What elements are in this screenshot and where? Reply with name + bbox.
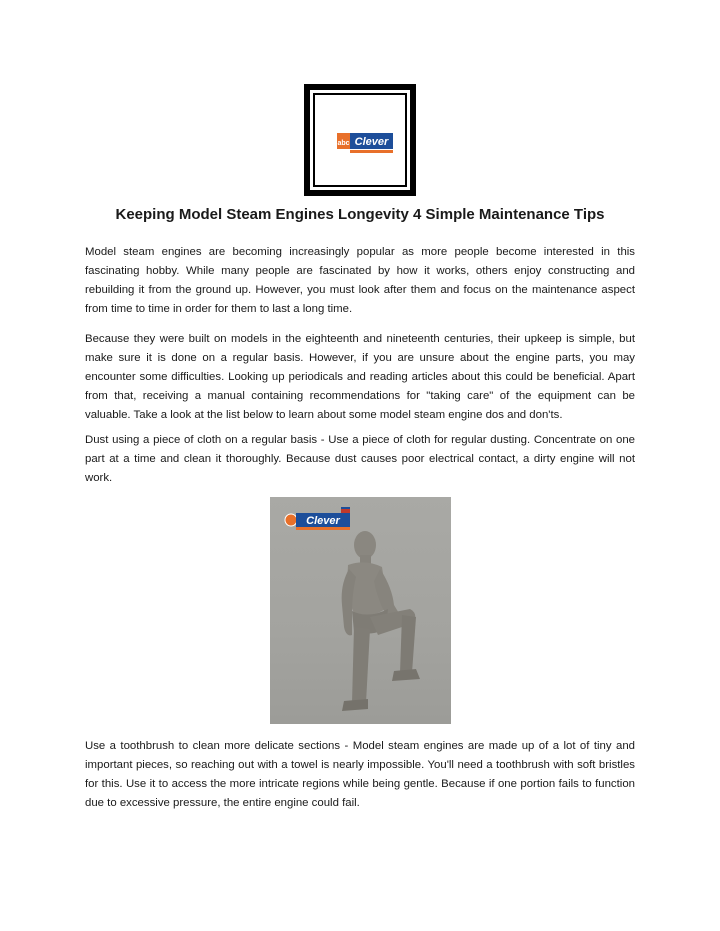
photo-logo <box>285 507 350 530</box>
logo-frame <box>304 84 416 196</box>
photo-logo-text: Clever <box>306 515 340 527</box>
paragraph-toothbrush: Use a toothbrush to clean more delicate sections - Model steam engines are made up of a lot of tiny and important pieces, so reaching out with a towel is nearly impossible. You'll need a toothbrush with soft bristles for this. Use it to access the more intricate regions while being gentle. Because if one portion fails to function due to excessive pressure, the entire engine could fail. <box>85 740 635 809</box>
statue-figure <box>342 531 420 711</box>
clever-logo <box>337 132 393 156</box>
logo-brand-text: Clever <box>354 136 389 148</box>
page-title: Keeping Model Steam Engines Longevity 4 Simple Maintenance Tips <box>115 206 605 223</box>
figure-illustration <box>270 497 451 724</box>
paragraph-dusting: Dust using a piece of cloth on a regular basis - Use a piece of cloth for regular dusting. Concentrate on one part at a time and clean it thoroughly. Because dust causes poor electrical contact, a dirty engine will not work. <box>85 434 635 484</box>
logo-badge-text: abc <box>337 140 350 147</box>
paragraph-intro: Model steam engines are becoming increasingly popular as more people become interested in this fascinating hobby. While many people are fascinated by how it works, others enjoy constructing and rebuilding it from the ground up. However, you must look after them and focus on the maintenance aspect from time to time in order for them to last a long time. <box>85 246 635 315</box>
figure-photo <box>270 497 451 724</box>
paragraph-upkeep: Because they were built on models in the eighteenth and nineteenth centuries, their upkeep is simple, but make sure it is done on a regular basis. However, if you are unsure about the engine parts, you may encounter some difficulties. Looking up periodicals and reading articles about this could be beneficial. Apart from that, receiving a manual containing recommendations for "taking care" of the equipment can be valuable. Take a look at the list below to learn about some model steam engine dos and don'ts. <box>85 333 635 421</box>
